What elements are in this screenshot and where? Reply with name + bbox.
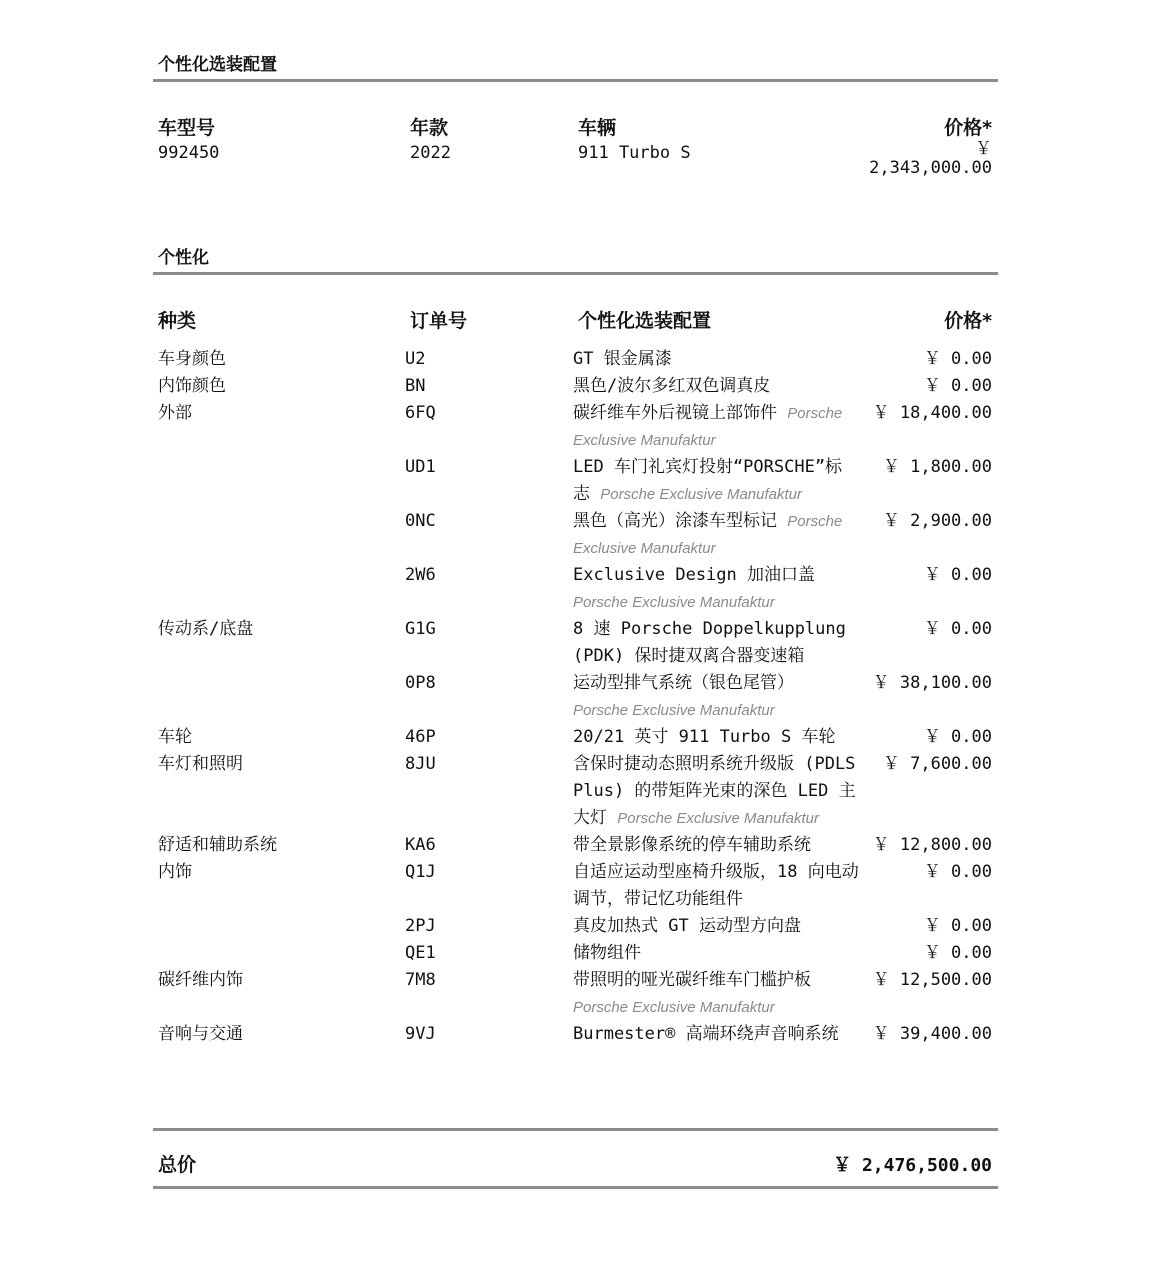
order-no-header: 订单号 [410,310,468,332]
year-value: 2022 [410,143,451,163]
option-category: 舒适和辅助系统 [158,835,277,855]
option-description-text: 自适应运动型座椅升级版，18 向电动调节，带记忆功能组件 [573,862,859,909]
table-row [153,859,998,913]
table-row [153,454,998,508]
exclusive-manufaktur-note: Porsche Exclusive Manufaktur [573,594,775,611]
option-price: ￥ 39,400.00 [872,1024,992,1044]
option-category: 传动系/底盘 [158,619,254,639]
table-row [153,913,998,940]
option-description [573,751,859,832]
table-row [153,967,998,1021]
option-price: ￥ 12,800.00 [872,835,992,855]
exclusive-manufaktur-note: Porsche Exclusive Manufaktur [573,999,775,1016]
total-divider-bottom [153,1186,998,1189]
table-row [153,400,998,454]
model-value: 992450 [158,143,220,163]
option-category [153,562,405,616]
options-table [153,346,998,1048]
exclusive-manufaktur-note: Porsche Exclusive Manufaktur [573,405,843,449]
exclusive-manufaktur-note: Porsche Exclusive Manufaktur [600,486,803,503]
option-description-text: 含保时捷动态照明系统升级版 (PDLS Plus) 的带矩阵光束的深色 LED 主大灯 [573,754,856,828]
option-price: ￥ 0.00 [923,565,992,585]
total-divider-top [153,1128,998,1131]
option-price: ￥ 0.00 [923,862,992,882]
option-description-text: 运动型排气系统（银色尾管） [573,673,794,693]
vehicle-header: 车辆 [578,117,617,139]
model-header: 车型号 [158,117,216,139]
option-code: UD1 [405,457,436,477]
option-price: ￥ 0.00 [923,727,992,747]
option-category [153,454,405,508]
option-price: ￥ 12,500.00 [872,970,992,990]
option-description-text: 20/21 英寸 911 Turbo S 车轮 [573,727,836,747]
table-row [153,508,998,562]
category-header: 种类 [158,310,197,332]
option-code: 2PJ [405,916,436,936]
option-description-text: 带照明的哑光碳纤维车门槛护板 [573,970,811,990]
option-code: 0NC [405,511,436,531]
section-divider [153,79,998,82]
option-code: BN [405,376,426,396]
exclusive-manufaktur-note: Porsche Exclusive Manufaktur [573,513,843,557]
exclusive-manufaktur-note: Porsche Exclusive Manufaktur [573,702,775,719]
option-description [573,508,859,562]
option-description-text: 黑色/波尔多红双色调真皮 [573,376,771,396]
option-description [573,562,859,616]
option-description-text: LED 车门礼宾灯投射“PORSCHE”标志 [573,457,843,504]
option-code: U2 [405,349,426,369]
option-description [573,616,859,670]
option-price: ￥ 7,600.00 [882,754,992,774]
section-divider [153,272,998,275]
vehicle-price-currency: ￥ [975,139,992,159]
option-price: ￥ 1,800.00 [882,457,992,477]
option-code: 6FQ [405,403,436,423]
option-code: 46P [405,727,436,747]
exclusive-manufaktur-note: Porsche Exclusive Manufaktur [617,810,820,827]
year-header: 年款 [410,117,449,139]
personalization-section-title: 个性化 [158,248,209,268]
option-price: ￥ 0.00 [923,349,992,369]
option-description-text: 黑色（高光）涂漆车型标记 [573,511,777,531]
option-price: ￥ 0.00 [923,619,992,639]
option-code: Q1J [405,862,436,882]
option-description-text: 碳纤维车外后视镜上部饰件 [573,403,777,423]
table-row [153,832,998,859]
table-row [153,562,998,616]
option-price: ￥ 0.00 [923,376,992,396]
option-category [153,940,405,967]
table-row [153,616,998,670]
option-description [573,1021,859,1048]
vehicle-value: 911 Turbo S [578,143,691,163]
price-header: 价格* [944,117,992,139]
option-description [573,670,859,724]
option-category: 车身颜色 [158,349,226,369]
option-description-text: 8 速 Porsche Doppelkupplung (PDK) 保时捷双离合器变速箱 [573,619,846,666]
option-code: 7M8 [405,970,436,990]
option-description [573,724,859,751]
option-category: 碳纤维内饰 [158,970,243,990]
option-price: ￥ 0.00 [923,916,992,936]
option-description [573,832,859,859]
option-code: 2W6 [405,565,436,585]
vehicle-section-title: 个性化选装配置 [158,55,277,75]
option-description-text: 带全景影像系统的停车辅助系统 [573,835,811,855]
option-description [573,967,859,1021]
option-category: 内饰颜色 [158,376,226,396]
option-price: ￥ 18,400.00 [872,403,992,423]
table-row [153,751,998,832]
option-description-text: 储物组件 [573,943,641,963]
option-price: ￥ 2,900.00 [882,511,992,531]
option-category: 音响与交通 [158,1024,243,1044]
total-label: 总价 [158,1154,197,1176]
option-description [573,913,859,940]
vehicle-price-amount: 2,343,000.00 [869,158,992,178]
option-price: ￥ 38,100.00 [872,673,992,693]
option-code: KA6 [405,835,436,855]
option-code: 8JU [405,754,436,774]
option-category: 车轮 [158,727,192,747]
option-description [573,346,859,373]
option-category [153,508,405,562]
table-row [153,373,998,400]
option-price-header: 价格* [944,310,992,332]
option-category: 外部 [158,403,192,423]
option-header: 个性化选装配置 [578,310,712,332]
option-code: QE1 [405,943,436,963]
option-category: 内饰 [158,862,192,882]
option-description-text: Burmester® 高端环绕声音响系统 [573,1024,839,1044]
table-row [153,670,998,724]
option-category: 车灯和照明 [158,754,243,774]
option-description-text: Exclusive Design 加油口盖 [573,565,815,585]
option-description [573,940,859,967]
option-code: G1G [405,619,436,639]
option-description [573,400,859,454]
option-code: 0P8 [405,673,436,693]
table-row [153,346,998,373]
vehicle-price [869,140,992,178]
option-description-text: 真皮加热式 GT 运动型方向盘 [573,916,801,936]
option-description [573,373,859,400]
option-category [153,670,405,724]
total-value: ￥ 2,476,500.00 [833,1155,992,1176]
option-description-text: GT 银金属漆 [573,349,672,369]
table-row [153,724,998,751]
option-description [573,454,859,508]
option-category [153,913,405,940]
table-row [153,1021,998,1048]
table-row [153,940,998,967]
option-price: ￥ 0.00 [923,943,992,963]
option-code: 9VJ [405,1024,436,1044]
option-description [573,859,859,913]
